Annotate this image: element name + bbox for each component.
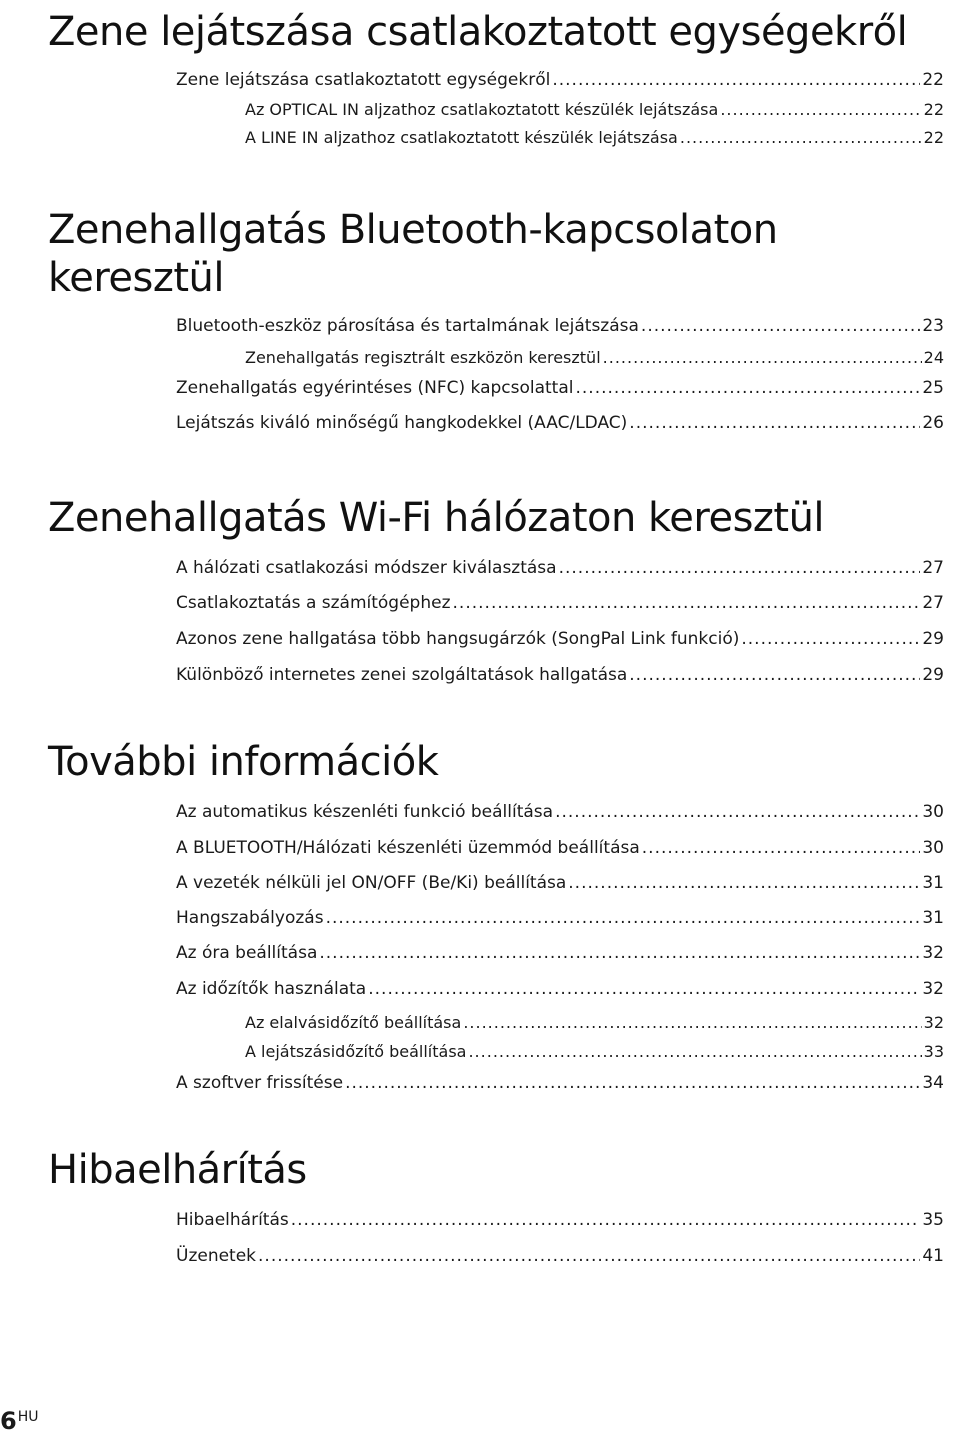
toc-entry-page: 41 <box>922 1246 944 1266</box>
section-title-line1: Zenehallgatás Bluetooth-kapcsolaton <box>48 207 778 253</box>
toc-entry-page: 22 <box>923 128 944 147</box>
language-code: HU <box>17 1409 39 1425</box>
toc-entry-label: Különböző internetes zenei szolgáltatások hallgatása <box>176 665 628 685</box>
toc-leader-dots <box>468 1038 921 1066</box>
section-title-line2: keresztül <box>48 255 225 301</box>
toc-leader-dots <box>453 589 921 617</box>
toc-entry-label: Az időzítők használata <box>176 979 367 999</box>
toc-entry[interactable] <box>245 344 944 372</box>
toc-entry-page: 23 <box>922 316 944 336</box>
toc-leader-dots <box>629 661 920 689</box>
toc-entry[interactable] <box>176 554 944 582</box>
toc-entry-label: Az automatikus készenléti funkció beállítása <box>176 802 554 822</box>
toc-entry-page: 25 <box>922 378 944 398</box>
toc-leader-dots <box>680 124 922 152</box>
section-title: Hibaelhárítás <box>48 1147 307 1193</box>
toc-entry-label: A lejátszásidőzítő beállítása <box>245 1042 467 1061</box>
toc-section-troubleshooting <box>48 1146 944 1266</box>
toc-entry-page: 22 <box>922 70 944 90</box>
toc-entry-page: 31 <box>922 873 944 893</box>
toc-entry-page: 30 <box>922 802 944 822</box>
toc-entry-page: 32 <box>922 979 944 999</box>
toc-section-more-info <box>48 738 944 1093</box>
toc-leader-dots <box>258 1242 920 1270</box>
toc-entry-label: Hibaelhárítás <box>176 1210 289 1230</box>
toc-entry-label: A BLUETOOTH/Hálózati készenléti üzemmód beállítása <box>176 838 640 858</box>
toc-leader-dots <box>552 66 920 94</box>
toc-entry[interactable] <box>176 409 944 437</box>
toc-entry[interactable] <box>176 661 944 689</box>
toc-entry[interactable] <box>176 589 944 617</box>
toc-entry-label: Zene lejátszása csatlakoztatott egységekről <box>176 70 551 90</box>
section-title: Zene lejátszása csatlakoztatott egységekről <box>48 9 908 55</box>
toc-entry-label: Hangszabályozás <box>176 908 324 928</box>
toc-entry[interactable] <box>176 975 944 1003</box>
toc-entry[interactable] <box>176 1242 944 1270</box>
toc-entry[interactable] <box>176 1069 944 1097</box>
toc-entry-page: 31 <box>922 908 944 928</box>
toc-entry-label: Azonos zene hallgatása több hangsugárzók (SongPal Link funkció) <box>176 629 740 649</box>
toc-section-wifi <box>48 494 944 685</box>
toc-entry-page: 35 <box>922 1210 944 1230</box>
toc-entry[interactable] <box>176 1206 944 1234</box>
toc-entry[interactable] <box>176 798 944 826</box>
toc-entry-label: Csatlakoztatás a számítógéphez <box>176 593 451 613</box>
toc-entry-label: Lejátszás kiváló minőségű hangkodekkel (AAC/LDAC) <box>176 413 628 433</box>
toc-leader-dots <box>368 975 920 1003</box>
toc-entry-label: Bluetooth-eszköz párosítása és tartalmának lejátszása <box>176 316 639 336</box>
toc-entry-label: A LINE IN aljzathoz csatlakoztatott készülék lejátszása <box>245 128 678 147</box>
toc-entry-page: 24 <box>923 348 944 367</box>
toc-leader-dots <box>319 939 920 967</box>
toc-leader-dots <box>291 1206 921 1234</box>
toc-entry-label: Az OPTICAL IN aljzathoz csatlakoztatott készülék lejátszása <box>245 100 719 119</box>
toc-entry[interactable] <box>176 66 944 94</box>
section-title: Zenehallgatás Wi-Fi hálózaton keresztül <box>48 495 825 541</box>
toc-leader-dots <box>559 554 921 582</box>
toc-leader-dots <box>720 96 921 124</box>
toc-leader-dots <box>576 374 921 402</box>
toc-entry-label: A vezeték nélküli jel ON/OFF (Be/Ki) beállítása <box>176 873 567 893</box>
toc-entry-label: Üzenetek <box>176 1246 257 1266</box>
toc-entry[interactable] <box>176 374 944 402</box>
toc-entry-page: 34 <box>922 1073 944 1093</box>
toc-entry-label: Zenehallgatás regisztrált eszközön keresztül <box>245 348 601 367</box>
toc-leader-dots <box>326 904 921 932</box>
toc-entry-page: 33 <box>923 1042 944 1061</box>
toc-leader-dots <box>463 1009 921 1037</box>
toc-leader-dots <box>555 798 920 826</box>
page-number: 6 <box>0 1407 17 1435</box>
toc-section-bluetooth <box>48 206 944 433</box>
toc-entry-page: 29 <box>922 629 944 649</box>
toc-leader-dots <box>568 869 920 897</box>
toc-leader-dots <box>629 409 920 437</box>
toc-entry-label: A szoftver frissítése <box>176 1073 344 1093</box>
toc-entry-label: Az elalvásidőzítő beállítása <box>245 1013 462 1032</box>
toc-entry-page: 27 <box>922 593 944 613</box>
toc-entry[interactable] <box>176 834 944 862</box>
toc-entry-page: 22 <box>923 100 944 119</box>
toc-entry[interactable] <box>245 1009 944 1037</box>
toc-leader-dots <box>741 625 920 653</box>
toc-entry[interactable] <box>176 869 944 897</box>
toc-entry-label: Zenehallgatás egyérintéses (NFC) kapcsolattal <box>176 378 574 398</box>
toc-entry-label: Az óra beállítása <box>176 943 318 963</box>
toc-leader-dots <box>641 312 920 340</box>
toc-entry[interactable] <box>176 625 944 653</box>
toc-entry-page: 29 <box>922 665 944 685</box>
toc-entry[interactable] <box>176 939 944 967</box>
toc-entry-page: 32 <box>923 1013 944 1032</box>
toc-entry[interactable] <box>176 904 944 932</box>
toc-entry-page: 27 <box>922 558 944 578</box>
toc-leader-dots <box>603 344 922 372</box>
toc-entry-page: 26 <box>922 413 944 433</box>
page-footer <box>0 1407 38 1435</box>
toc-entry[interactable] <box>245 1038 944 1066</box>
toc-leader-dots <box>642 834 921 862</box>
toc-entry-page: 30 <box>922 838 944 858</box>
section-title: További információk <box>48 739 439 785</box>
toc-entry[interactable] <box>176 312 944 340</box>
toc-leader-dots <box>345 1069 920 1097</box>
toc-entry-page: 32 <box>922 943 944 963</box>
toc-entry-label: A hálózati csatlakozási módszer kiválasztása <box>176 558 557 578</box>
toc-entry[interactable] <box>245 96 944 124</box>
toc-entry[interactable] <box>245 124 944 152</box>
toc-section-playback <box>48 8 944 147</box>
